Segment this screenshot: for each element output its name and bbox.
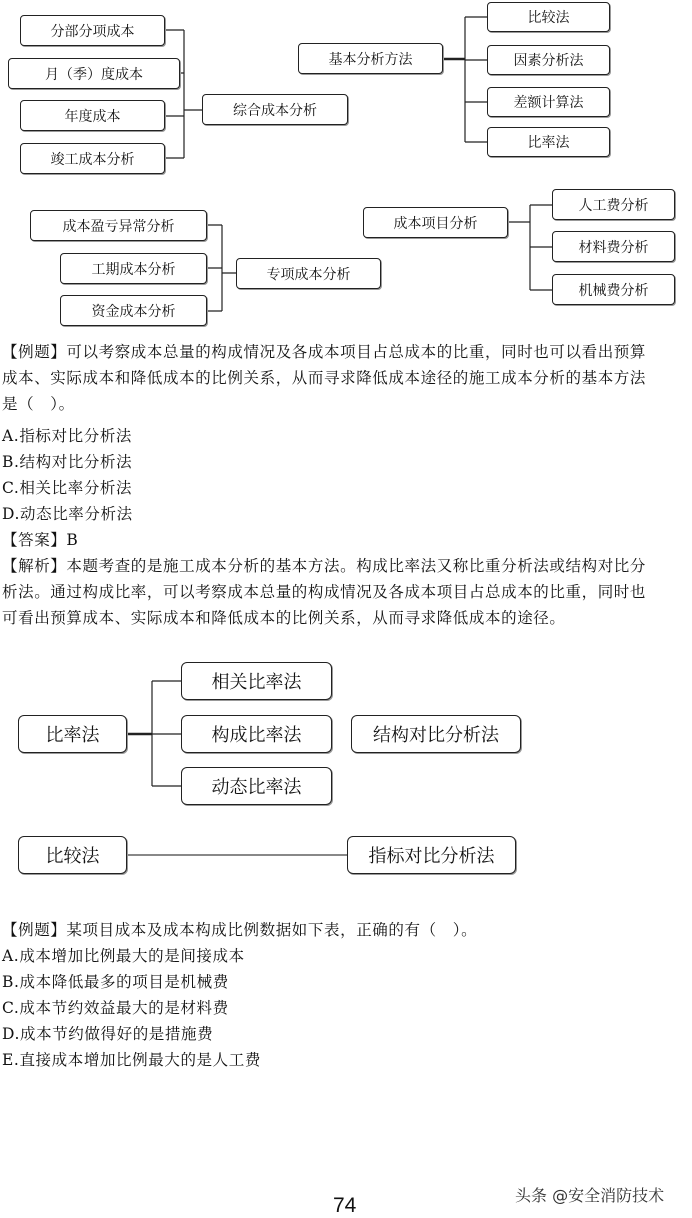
analysis-line: 可看出预算成本、实际成本和降低成本的比例关系，从而寻求降低成本的途径。 (2, 609, 566, 627)
page-number: 74 (333, 1194, 357, 1217)
node-machinery: 机械费分析 (552, 274, 675, 305)
node-profit-loss: 成本盈亏异常分析 (30, 210, 207, 241)
node-indicator-comparison: 指标对比分析法 (347, 836, 516, 874)
option-a: A.指标对比分析法 (2, 427, 133, 445)
node-material: 材料费分析 (552, 231, 675, 262)
node-basic-methods: 基本分析方法 (298, 43, 443, 74)
node-composition-ratio: 构成比率法 (181, 715, 332, 753)
node-schedule-cost: 工期成本分析 (60, 253, 207, 284)
node-labor: 人工费分析 (552, 189, 675, 220)
node-comparison-method: 比较法 (18, 836, 127, 874)
node-fenbu-cost: 分部分项成本 (20, 15, 165, 46)
question1-line: 是（ ）。 (2, 395, 75, 413)
option-b: B.结构对比分析法 (2, 453, 133, 471)
answer: 【答案】B (2, 531, 79, 549)
option-c: C.成本节约效益最大的是材料费 (2, 999, 229, 1017)
option-a: A.成本增加比例最大的是间接成本 (2, 947, 245, 965)
analysis-line: 【解析】本题考查的是施工成本分析的基本方法。构成比率法又称比重分析法或结构对比分 (2, 557, 647, 575)
node-difference: 差额计算法 (487, 87, 610, 117)
node-completion-cost: 竣工成本分析 (20, 143, 165, 174)
analysis-line: 析法。通过构成比率，可以考察成本总量的构成情况及各成本项目占总成本的比重，同时也 (2, 583, 647, 601)
option-b: B.成本降低最多的项目是机械费 (2, 973, 229, 991)
node-dynamic-ratio: 动态比率法 (181, 767, 332, 805)
node-special-analysis: 专项成本分析 (236, 258, 381, 289)
question2-stem: 【例题】某项目成本及成本构成比例数据如下表，正确的有（ ）。 (2, 921, 478, 939)
node-item-analysis: 成本项目分析 (363, 207, 508, 238)
node-factor: 因素分析法 (487, 45, 610, 75)
option-c: C.相关比率分析法 (2, 479, 133, 497)
node-ratio: 比率法 (487, 127, 610, 157)
node-ratio-method: 比率法 (18, 715, 127, 753)
node-comparison: 比较法 (487, 2, 610, 32)
question1-line: 【例题】可以考察成本总量的构成情况及各成本项目占总成本的比重，同时也可以看出预算 (2, 343, 647, 361)
option-d: D.动态比率分析法 (2, 505, 133, 523)
node-structure-comparison: 结构对比分析法 (351, 715, 521, 753)
node-monthly-cost: 月（季）度成本 (8, 58, 180, 89)
watermark: 头条 @安全消防技术 (515, 1186, 665, 1205)
option-d: D.成本节约做得好的是措施费 (2, 1025, 214, 1043)
node-annual-cost: 年度成本 (20, 100, 165, 131)
question1-line: 成本、实际成本和降低成本的比例关系，从而寻求降低成本途径的施工成本分析的基本方法 (2, 369, 647, 387)
node-related-ratio: 相关比率法 (181, 662, 332, 700)
option-e: E.直接成本增加比例最大的是人工费 (2, 1051, 261, 1069)
node-fund-cost: 资金成本分析 (60, 295, 207, 326)
node-comprehensive-analysis: 综合成本分析 (202, 94, 348, 125)
